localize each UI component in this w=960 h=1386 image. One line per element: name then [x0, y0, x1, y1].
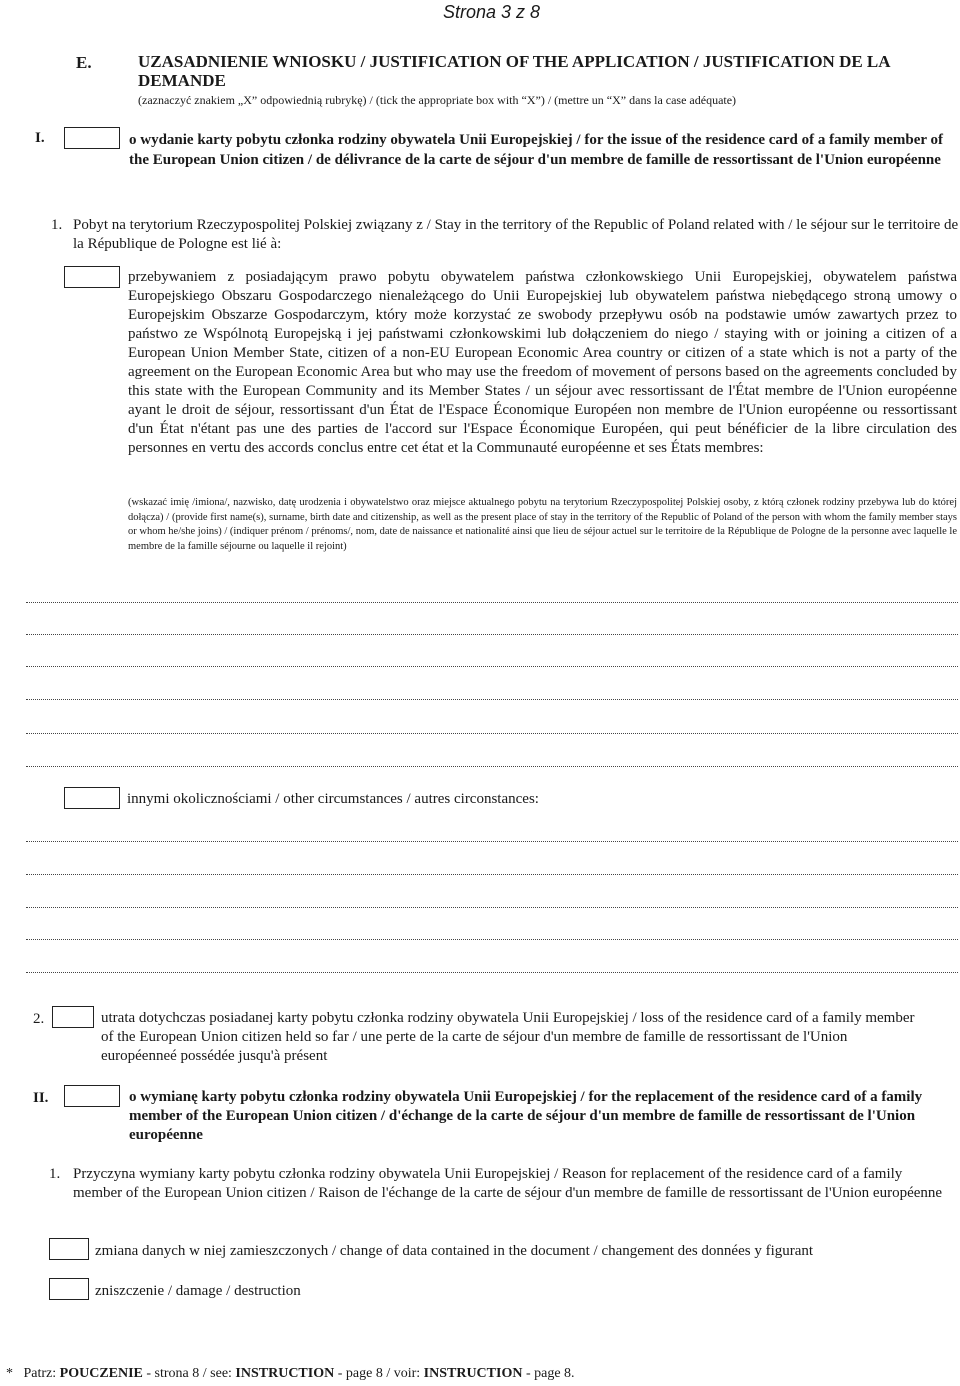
option-staying-with-citizen-label: przebywaniem z posiadającym prawo pobytu obywatelem państwa członkowskiego Unii Europejskiej, obywatelem państwa Europejskiego Obszaru Gospodarczego nienależącego do Unii Europejskiej lub obywatelem państwa niebędącego stroną umowy o Europejskim Obszarze Gospodarczym, który może korzystać ze swobody przepływu osób na podstawie umów zawartych przez to państwo ze Wspólnotą Europejską i jej państwami członkowskimi lub dołączeniem do niego / staying with or joining a citizen of a European Union Member State, citizen of a non-EU European Economic Area country or citizen of a state which is not a party of the agreement on the European Economic Area but who may use the freedom of movement of persons based on the agreements concluded by this state with the European Community and its Member States / un séjour avec ressortissant de l'État membre de l'Union européenne ayant le droit de séjour, ressortissant d'un État de l'Espace Économique Européen non membre de l'Union européenne ou ressortissant d'un État n'étant pas une des parties de l'accord sur l'Espace Économique Européen, qui peut bénéficier de la libre circulation des personnes en vertu des accords conclus entre cet état et la Communauté européenne et ses États membres:	[128, 269, 957, 456]
footer-instruction-fr: INSTRUCTION	[423, 1366, 523, 1381]
section-letter: E.	[76, 53, 92, 72]
footer-reference	[6, 1366, 575, 1382]
part-i-numeral: I.	[35, 130, 45, 146]
loss-of-card-checkbox[interactable]	[52, 1006, 94, 1028]
footer-page: - page 8 / voir:	[337, 1366, 421, 1381]
part-i-item1-number: 1.	[51, 217, 63, 233]
footer-pouczenie: POUCZENIE	[59, 1366, 143, 1381]
damage-checkbox[interactable]	[49, 1278, 89, 1300]
fill-line-11[interactable]	[26, 972, 958, 973]
part-i-item1-text: Pobyt na terytorium Rzeczypospolitej Polskiej związany z / Stay in the territory of the Republic of Poland related with / le séjour sur le territoire de la République de Pologne est lié à:	[73, 217, 959, 252]
fill-line-4[interactable]	[26, 699, 958, 700]
part-i-checkbox[interactable]	[64, 127, 120, 149]
fill-line-8[interactable]	[26, 874, 958, 875]
footer-star: *	[6, 1366, 13, 1381]
part-i-item2-number: 2.	[33, 1011, 45, 1027]
section-instruction: (zaznaczyć znakiem „X” odpowiednią rubrykę) / (tick the appropriate box with “X”) / (mettre un “X” dans la case adéquate)	[138, 93, 737, 107]
page-number: Strona 3 z 8	[442, 2, 540, 22]
fill-line-7[interactable]	[26, 841, 958, 842]
option-staying-with-citizen-checkbox[interactable]	[64, 266, 120, 288]
fill-line-10[interactable]	[26, 939, 958, 940]
fill-line-5[interactable]	[26, 733, 958, 734]
change-of-data-label: zmiana danych w niej zamieszczonych / change of data contained in the document / changement des données y figurant	[95, 1243, 814, 1259]
loss-of-card-label: utrata dotychczas posiadanej karty pobytu członka rodziny obywatela Unii Europejskiej / loss of the residence card of a family member of the European Union citizen held so far / une perte de la carte de séjour d'un membre de famille de ressortissant de l'Union européenneé possédée jusqu'à présent	[101, 1010, 915, 1064]
section-title: UZASADNIENIE WNIOSKU / JUSTIFICATION OF THE APPLICATION / JUSTIFICATION DE LA DEMANDE	[138, 52, 890, 90]
part-ii-item1-text: Przyczyna wymiany karty pobytu członka rodziny obywatela Unii Europejskiej / Reason for replacement of the residence card of a family member of the European Union citizen / Raison de l'échange de la carte de séjour d'un membre de famille de ressortissant de l'Union européenne	[73, 1166, 943, 1201]
footer-page-fr: - page 8.	[525, 1366, 575, 1381]
part-ii-numeral: II.	[33, 1090, 49, 1106]
part-ii-heading: o wymianę karty pobytu członka rodziny obywatela Unii Europejskiej / for the replacement of the residence card of a family member of the European Union citizen / d'échange de la carte de séjour d'un membre de famille de ressortissant de l'Union européenne	[129, 1089, 923, 1143]
option-other-circumstances-label: innymi okolicznościami / other circumstances / autres circonstances:	[127, 791, 539, 807]
option-staying-with-citizen-note: (wskazać imię /imiona/, nazwisko, datę urodzenia i obywatelstwo oraz miejsce aktualnego pobytu na terytorium Rzeczypospolitej Polskiej osoby, z którą członek rodziny przebywa lub do której dołącza) / (provide first name(s), surname, birth date and citizenship, as well as the present place of stay in the territory of the Republic of Poland of the person with whom the family member stays or whom he/she joins) / (indiquer prénom / prénoms/, nom, date de naissance et nationalité ainsi que lieu de séjour actuel sur le territoire de la République de Pologne de la personne avec laquelle le membre de la famille séjourne ou laquelle il rejoint)	[128, 497, 957, 552]
change-of-data-checkbox[interactable]	[49, 1238, 89, 1260]
fill-line-3[interactable]	[26, 666, 958, 667]
footer-strona: - strona 8 / see:	[146, 1366, 232, 1381]
option-other-circumstances-checkbox[interactable]	[64, 787, 120, 809]
fill-line-9[interactable]	[26, 907, 958, 908]
part-i-heading: o wydanie karty pobytu członka rodziny obywatela Unii Europejskiej / for the issue of the residence card of a family member of the European Union citizen / de délivrance de la carte de séjour d'un membre de famille de ressortissant de l'Union européenne	[129, 132, 943, 168]
footer-instruction-en: INSTRUCTION	[235, 1366, 335, 1381]
part-ii-item1-number: 1.	[49, 1166, 61, 1182]
damage-label: zniszczenie / damage / destruction	[95, 1283, 301, 1299]
fill-line-6[interactable]	[26, 766, 958, 767]
fill-line-2[interactable]	[26, 634, 958, 635]
fill-line-1[interactable]	[26, 602, 958, 603]
part-ii-checkbox[interactable]	[64, 1085, 120, 1107]
footer-patrz: Patrz:	[23, 1366, 57, 1381]
